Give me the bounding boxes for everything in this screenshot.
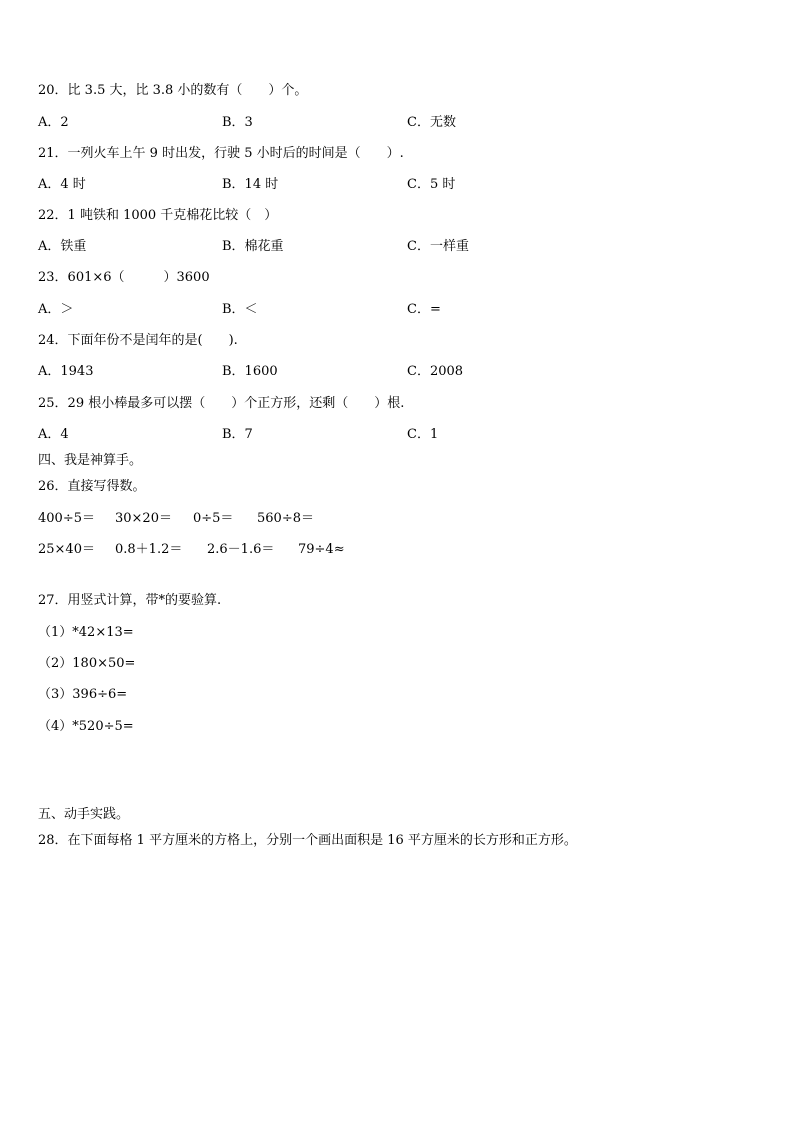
- calc-item: 25×40＝: [38, 542, 95, 557]
- question-stem: 25．29 根小棒最多可以摆（ ）个正方形，还剩（ ）根.: [38, 396, 405, 411]
- option-c[interactable]: C．无数: [407, 115, 456, 130]
- option-a[interactable]: A．2: [38, 115, 69, 130]
- calc-item: 30×20＝: [115, 511, 172, 526]
- question-stem: 26．直接写得数。: [38, 479, 146, 494]
- option-c[interactable]: C．1: [407, 427, 439, 442]
- option-b[interactable]: B．1600: [222, 364, 278, 379]
- question-stem: 21．一列火车上午 9 时出发，行驶 5 小时后的时间是（ ）.: [38, 146, 404, 161]
- option-a[interactable]: A．4 时: [38, 177, 86, 192]
- calc-item: 79÷4≈: [298, 542, 345, 557]
- option-b[interactable]: B．棉花重: [222, 239, 284, 254]
- option-a[interactable]: A．1943: [38, 364, 94, 379]
- calc-item: （4）*520÷5=: [38, 719, 134, 734]
- section-title: 四、我是神算手。: [38, 453, 143, 468]
- option-c[interactable]: C．一样重: [407, 239, 469, 254]
- option-a[interactable]: A．铁重: [38, 239, 87, 254]
- question-stem: 27．用竖式计算，带*的要验算.: [38, 593, 222, 608]
- question-stem: 22．1 吨铁和 1000 千克棉花比较（ ）: [38, 208, 278, 223]
- calc-item: （1）*42×13=: [38, 625, 134, 640]
- option-b[interactable]: B．14 时: [222, 177, 279, 192]
- question-stem: 23．601×6（ ）3600: [38, 270, 210, 285]
- section-title: 五、动手实践。: [38, 807, 130, 822]
- option-a[interactable]: A．＞: [38, 302, 74, 317]
- option-b[interactable]: B．3: [222, 115, 253, 130]
- option-a[interactable]: A．4: [38, 427, 69, 442]
- option-c[interactable]: C．2008: [407, 364, 464, 379]
- question-stem: 28．在下面每格 1 平方厘米的方格上，分别一个画出面积是 16 平方厘米的长方形和正方形。: [38, 833, 577, 848]
- calc-item: 2.6－1.6＝: [207, 542, 275, 557]
- question-stem: 24．下面年份不是闰年的是( ).: [38, 333, 238, 348]
- calc-item: （3）396÷6=: [38, 687, 128, 702]
- calc-item: 400÷5＝: [38, 511, 95, 526]
- option-c[interactable]: C．5 时: [407, 177, 456, 192]
- option-c[interactable]: C．=: [407, 302, 441, 317]
- calc-item: 0÷5＝: [193, 511, 234, 526]
- calc-item: （2）180×50=: [38, 656, 136, 671]
- calc-item: 560÷8＝: [257, 511, 314, 526]
- calc-item: 0.8＋1.2＝: [115, 542, 183, 557]
- option-b[interactable]: B．＜: [222, 302, 258, 317]
- question-stem: 20．比 3.5 大，比 3.8 小的数有（ ）个。: [38, 83, 308, 98]
- option-b[interactable]: B．7: [222, 427, 253, 442]
